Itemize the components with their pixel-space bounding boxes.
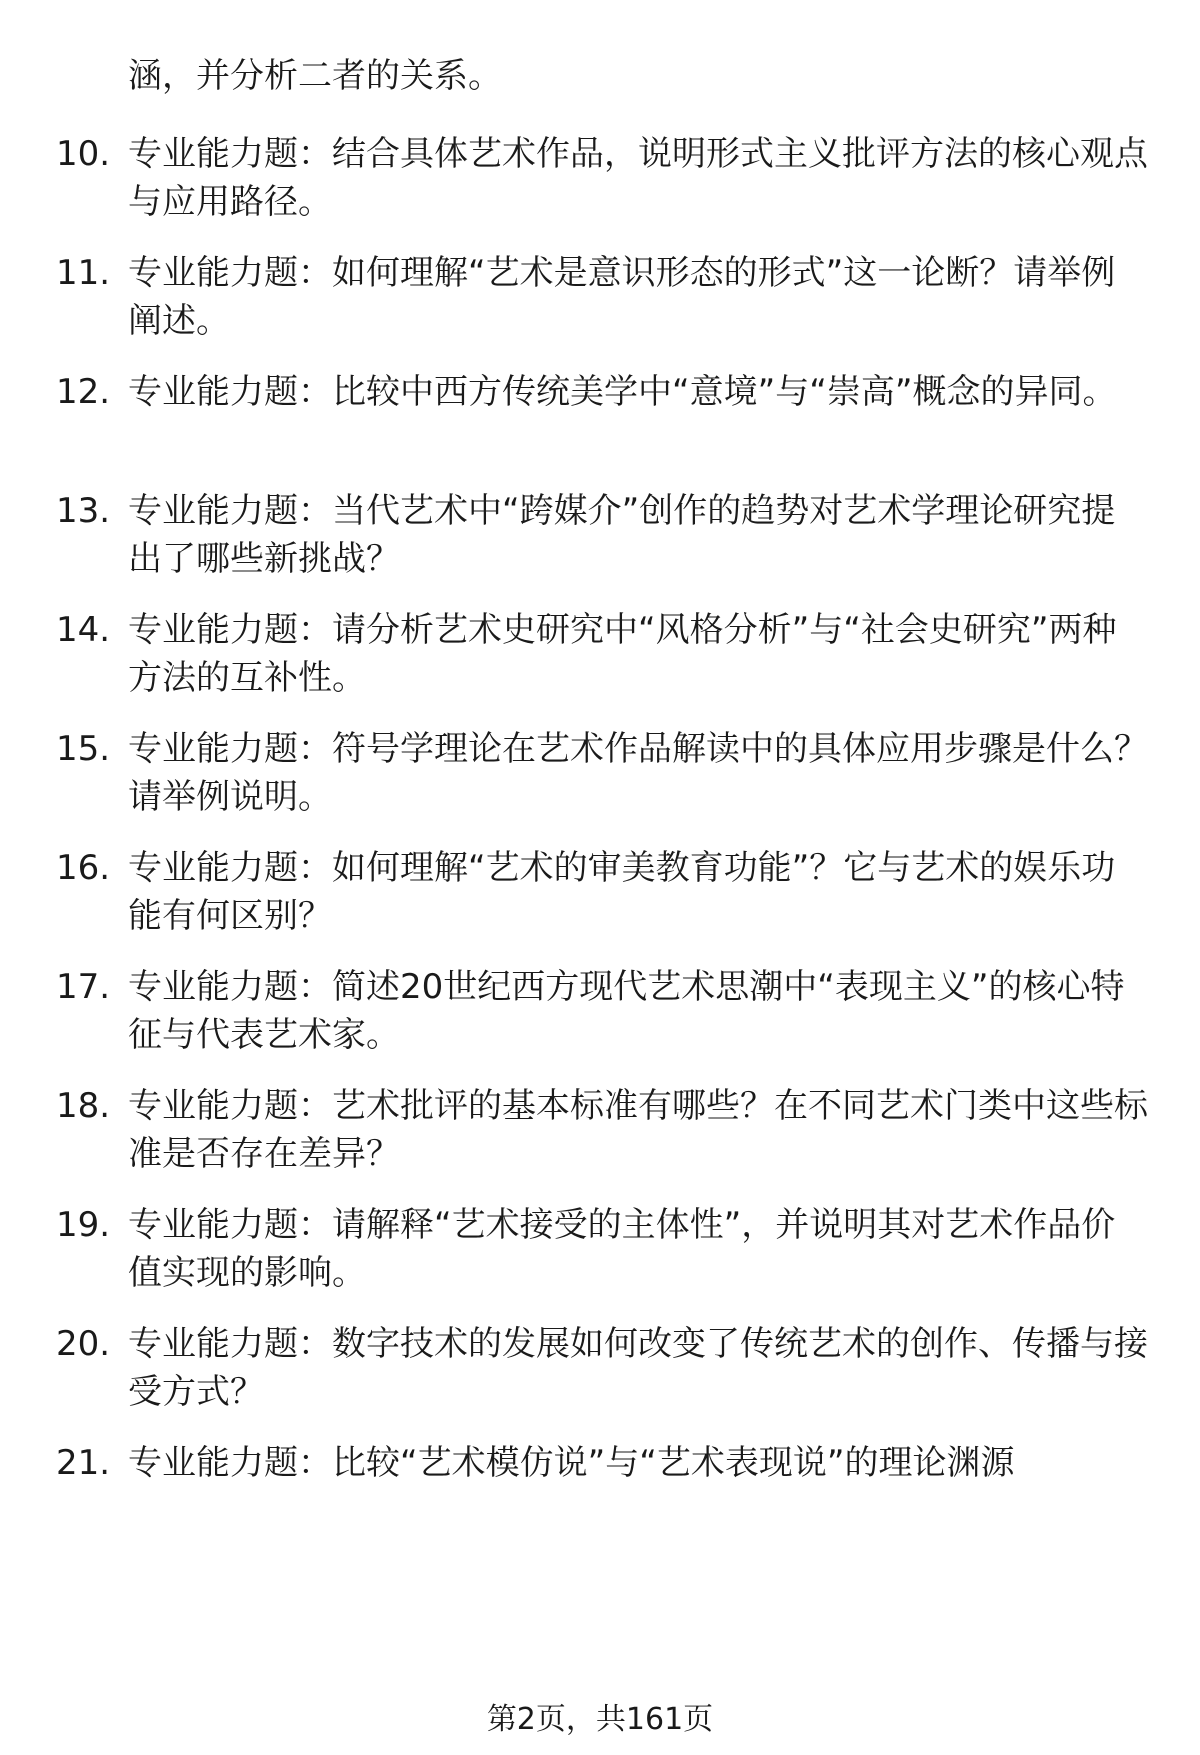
- question-number: 17.: [56, 967, 111, 1007]
- question-text: 专业能力题：比较“艺术模仿说”与“艺术表现说”的理论渊源: [128, 1443, 1015, 1483]
- question-item: [0, 963, 1200, 1073]
- question-text: 专业能力题：简述20世纪西方现代艺术思潮中“表现主义”的核心特征与代表艺术家。: [128, 967, 1125, 1055]
- question-item: [0, 725, 1200, 835]
- question-item: [0, 249, 1200, 359]
- question-text: 专业能力题：如何理解“艺术是意识形态的形式”这一论断？请举例阐述。: [128, 253, 1116, 341]
- page-footer: 第2页，共161页: [486, 1702, 714, 1737]
- question-text: 专业能力题：比较中西方传统美学中“意境”与“崇高”概念的异同。: [128, 372, 1117, 412]
- question-text: 专业能力题：当代艺术中“跨媒介”创作的趋势对艺术学理论研究提出了哪些新挑战？: [128, 491, 1116, 579]
- question-number: 13.: [56, 491, 111, 531]
- question-item: [0, 487, 1200, 597]
- question-number: 19.: [56, 1205, 111, 1245]
- question-text: 专业能力题：请分析艺术史研究中“风格分析”与“社会史研究”两种方法的互补性。: [128, 610, 1117, 698]
- question-text: 专业能力题：结合具体艺术作品，说明形式主义批评方法的核心观点与应用路径。: [128, 134, 1148, 222]
- question-item: [0, 1320, 1200, 1430]
- question-item: [0, 1439, 1200, 1549]
- continuation-line: 涵，并分析二者的关系。: [128, 56, 502, 96]
- question-number: 10.: [56, 134, 111, 174]
- question-item: [0, 844, 1200, 954]
- question-number: 14.: [56, 610, 111, 650]
- question-number: 12.: [56, 372, 111, 412]
- question-item: [0, 368, 1200, 478]
- question-number: 20.: [56, 1324, 111, 1364]
- question-item: [0, 606, 1200, 716]
- question-text: 专业能力题：艺术批评的基本标准有哪些？在不同艺术门类中这些标准是否存在差异？: [128, 1086, 1148, 1174]
- question-item: [0, 1201, 1200, 1311]
- question-text: 专业能力题：如何理解“艺术的审美教育功能”？它与艺术的娱乐功能有何区别？: [128, 848, 1116, 936]
- question-number: 11.: [56, 253, 111, 293]
- question-text: 专业能力题：请解释“艺术接受的主体性”，并说明其对艺术作品价值实现的影响。: [128, 1205, 1116, 1293]
- question-number: 18.: [56, 1086, 111, 1126]
- question-item: [0, 1082, 1200, 1192]
- question-text: 专业能力题：符号学理论在艺术作品解读中的具体应用步骤是什么？请举例说明。: [128, 729, 1148, 817]
- question-number: 21.: [56, 1443, 111, 1483]
- question-item: [0, 130, 1200, 240]
- question-number: 15.: [56, 729, 111, 769]
- question-number: 16.: [56, 848, 111, 888]
- question-text: 专业能力题：数字技术的发展如何改变了传统艺术的创作、传播与接受方式？: [128, 1324, 1148, 1412]
